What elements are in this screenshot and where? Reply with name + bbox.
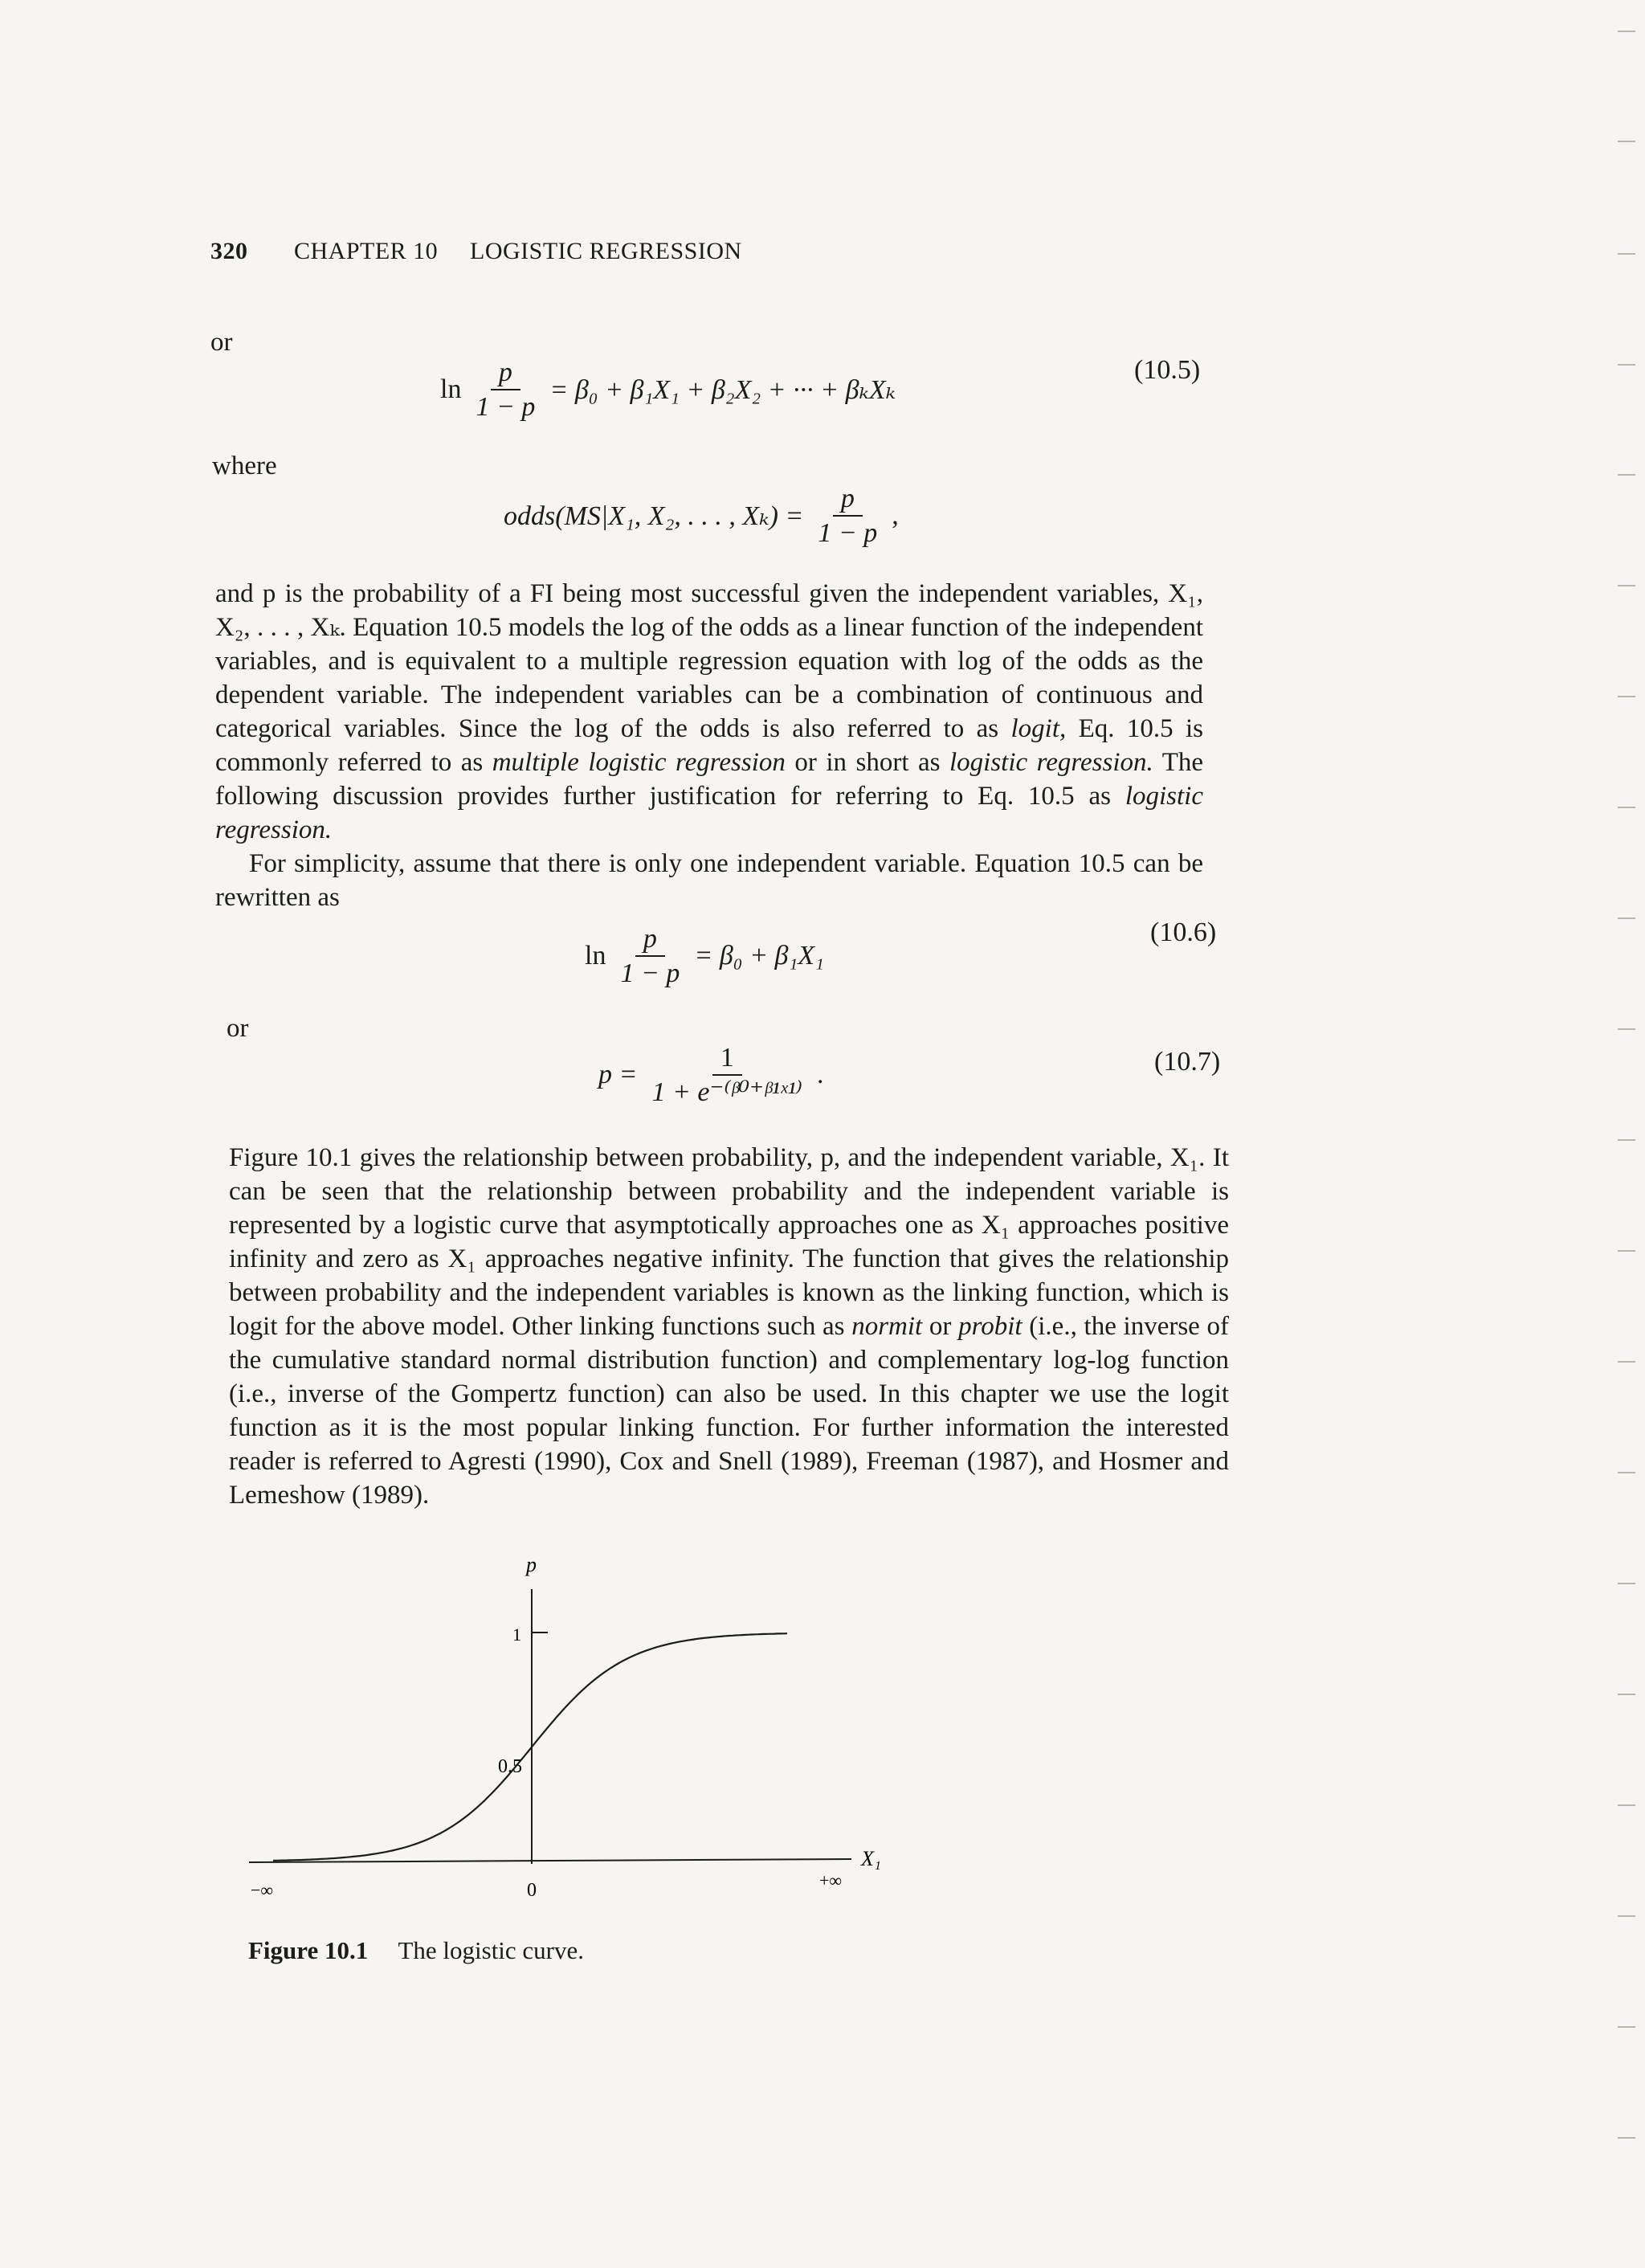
eq-odds-denominator: 1 − p (818, 518, 878, 549)
paragraph-3: Figure 10.1 gives the relationship between probability, p, and the independent variable, X₁. It can be seen that the relationship between probability and the independent variable is represented by a logistic curve that asymptotically approaches one as X₁ approaches positive infinity and zero as X₁ approaches negative infinity. The function that gives the relationship between probability and the independent variables is known as the linking function, which is logit for the above model. Other linking functions such as normit or probit (i.e., the inverse of the cumulative standard normal distribution function) and complementary log-log function (i.e., inverse of the Gompertz function) can also be used. In this chapter we use the logit function as it is the most popular linking function. For further information the interested reader is referred to Agresti (1990), Cox and Snell (1989), Freeman (1987), and Hosmer and Lemeshow (1989). (229, 1143, 1230, 1510)
y-axis-label: p (526, 1553, 537, 1576)
tick-zero-label: 0 (527, 1880, 537, 1901)
eq-odds-tail: , (892, 501, 899, 531)
figure-caption-label: Figure 10.1 (248, 1936, 369, 1964)
eq-10-5-denominator: 1 − p (476, 392, 536, 423)
paragraph-2: For simplicity, assume that there is only one independent variable. Equation 10.5 can be rewritten as (215, 849, 1203, 912)
equation-10-6 (585, 924, 824, 989)
eq-odds-numerator: p (833, 484, 863, 517)
logistic-curve-figure (233, 1543, 924, 1920)
eq-10-6-numerator: p (635, 924, 665, 957)
logistic-curve (273, 1633, 787, 1861)
chapter-label: CHAPTER 10 (294, 238, 439, 264)
word-or-1: or (210, 328, 233, 357)
eq-10-5-ln: ln (440, 374, 462, 405)
word-where: where (212, 452, 277, 480)
eq-number-10-7: (10.7) (1154, 1047, 1221, 1077)
eq-10-7-fraction (643, 1043, 810, 1108)
body-paragraphs-2 (229, 1141, 1229, 1512)
x-axis-label: X₁ (861, 1847, 881, 1870)
eq-10-6-ln: ln (585, 941, 606, 971)
equation-10-5 (440, 358, 896, 423)
tick-half-label: 0.5 (498, 1756, 522, 1777)
eq-10-7-lhs: p = (598, 1060, 638, 1090)
word-or-2: or (227, 1014, 249, 1043)
eq-10-7-numerator: 1 (712, 1043, 742, 1076)
eq-10-7-denominator: 1 + e⁻⁽ᵝ⁰⁺ᵝ¹ˣ¹⁾ (651, 1077, 803, 1108)
page-edge (1598, 0, 1645, 2268)
eq-number-10-5: (10.5) (1134, 355, 1201, 385)
eq-10-6-rhs: = β₀ + β₁X₁ (694, 941, 824, 971)
figure-caption-text: The logistic curve. (398, 1936, 585, 1964)
eq-10-5-numerator: p (491, 358, 520, 390)
figure-caption (248, 1936, 584, 1965)
body-paragraphs-1 (215, 577, 1203, 914)
pos-infinity-label: +∞ (819, 1870, 843, 1890)
chapter-title: LOGISTIC REGRESSION (470, 238, 742, 264)
eq-10-6-fraction (612, 924, 688, 989)
eq-10-5-rhs: = β₀ + β₁X₁ + β₂X₂ + ··· + βₖXₖ (549, 375, 896, 406)
neg-infinity-label: −∞ (251, 1880, 274, 1900)
tick-one-label: 1 (512, 1624, 521, 1645)
eq-number-10-6: (10.6) (1150, 917, 1217, 947)
eq-odds-lhs: odds(MS|X₁, X₂, . . . , Xₖ) = (504, 501, 804, 532)
eq-10-6-denominator: 1 − p (620, 958, 680, 989)
page-number: 320 (210, 238, 248, 264)
paragraph-1: and p is the probability of a FI being most successful given the independent variables, X₁, X₂, . . . , Xₖ. Equation 10.5 models the log of the odds as a linear function of the independent variables, and is equivalent to a multiple regression equation with log of the odds as the dependent variable. The independent variables can be a combination of continuous and categorical variables. Since the log of the odds is also referred to as logit, Eq. 10.5 is commonly referred to as multiple logistic regression or in short as logistic regression. The following discussion provides further justification for referring to Eq. 10.5 as logistic regression. (215, 579, 1204, 844)
equation-odds (504, 484, 899, 549)
x-axis (249, 1859, 851, 1862)
equation-10-7 (598, 1043, 824, 1108)
eq-10-5-fraction (467, 358, 543, 423)
eq-10-7-tail: . (817, 1060, 824, 1090)
eq-odds-fraction (810, 484, 885, 549)
